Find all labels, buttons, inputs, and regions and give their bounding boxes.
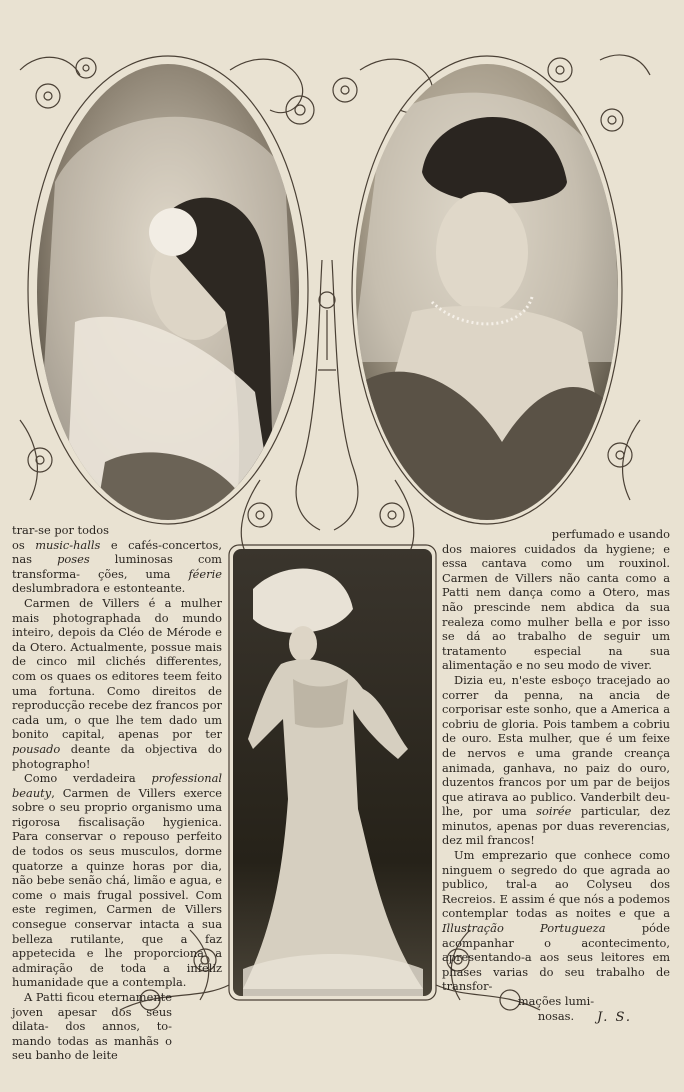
paragraph-text: Um emprezario que conhece como ninguem o segredo do que agrada ao publico, tral-a ao Colyseu dos Recreios. E assim é que nós a podemos contemplar todas as noites e que a Illustração Portugueza póde acompanhar o acontecimento, apresentando-a aos seus leitores em phases varias do seu trabalho de transfor- [442,848,670,994]
right-text-column [442,527,670,1023]
paragraph-text: Dizia eu, n'este esboço tracejado ao correr da penna, na ancia de corporisar este sonho, que a America a cobriu de gloria. Pois tambem a cobriu de ouro. Esta mulher, que é um feixe de nervos e uma grande creança animada, ganhava, no paiz do ouro, duzentos francos por um par de beijos que atirava ao publico. Vanderbilt deu-lhe, por uma soirée particular, dez minutos, apenas por duas reverencias, dez mil francos! [442,672,670,848]
paragraph-text: Como verdadeira professional beauty, Carmen de Villers exerce sobre o seu proprio organismo uma rigorosa fiscalisação hygienica. Para conservar o repouso perfeito de todos os seus musculos, dorme quatorze a quinze horas por dia, não bebe senão chá, limão e agua, e come o mais frugal possivel. Com este regimen, Carmen de Villers consegue conservar intacta a sua belleza rutilante, que a faz appetecida e lhe proporciona a admiração de toda a infeliz humanidade que a contempla. [12,771,223,990]
portrait-photo-left [35,62,301,522]
paragraph-text: os music-halls e cafés-concertos, nas poses luminosas com transforma- ções, uma féerie deslumbradora e estonteante. [12,537,222,596]
paragraph-text: trar-se por todos [12,523,109,537]
paragraph-text: dos maiores cuidados da hygiene; e essa cantava como um rouxinol. Carmen de Villers não canta como a Patti nem dança como a Otero, mas não prescinde nem abdica da sua realeza como mulher bella e por isso se dá ao trabalho de seguir um tratamento especial na sua alimentação e no seu modo de viver. [442,541,670,673]
portrait-photo-right [352,62,622,522]
paragraph-text: A Patti ficou eternamente joven apesar dos seus dilata- dos annos, to- mando todas as manhãs o seu banho de leite [12,990,172,1063]
paragraph-text: mações lumi- [517,994,595,1008]
left-text-column [12,523,222,1063]
paragraph-text: Carmen de Villers é a mulher mais photographada do mundo inteiro, depois da Cléo de Mérode e da Otero. Actualmente, possue mais de cinco mil clichés differentes, com os quaes os editores teem feito uma fortuna. Como direitos de reproducção recebe dez francos por cada um, o que lhe tem dado um bonito capital, apenas por ter pousado deante da objectiva do photographo! [12,595,222,771]
paragraph-text: nosas. [537,1008,575,1023]
paragraph-text: perfumado e usando [551,527,670,541]
author-signature: J. S. [597,1010,633,1025]
full-length-photo-center [233,549,432,996]
